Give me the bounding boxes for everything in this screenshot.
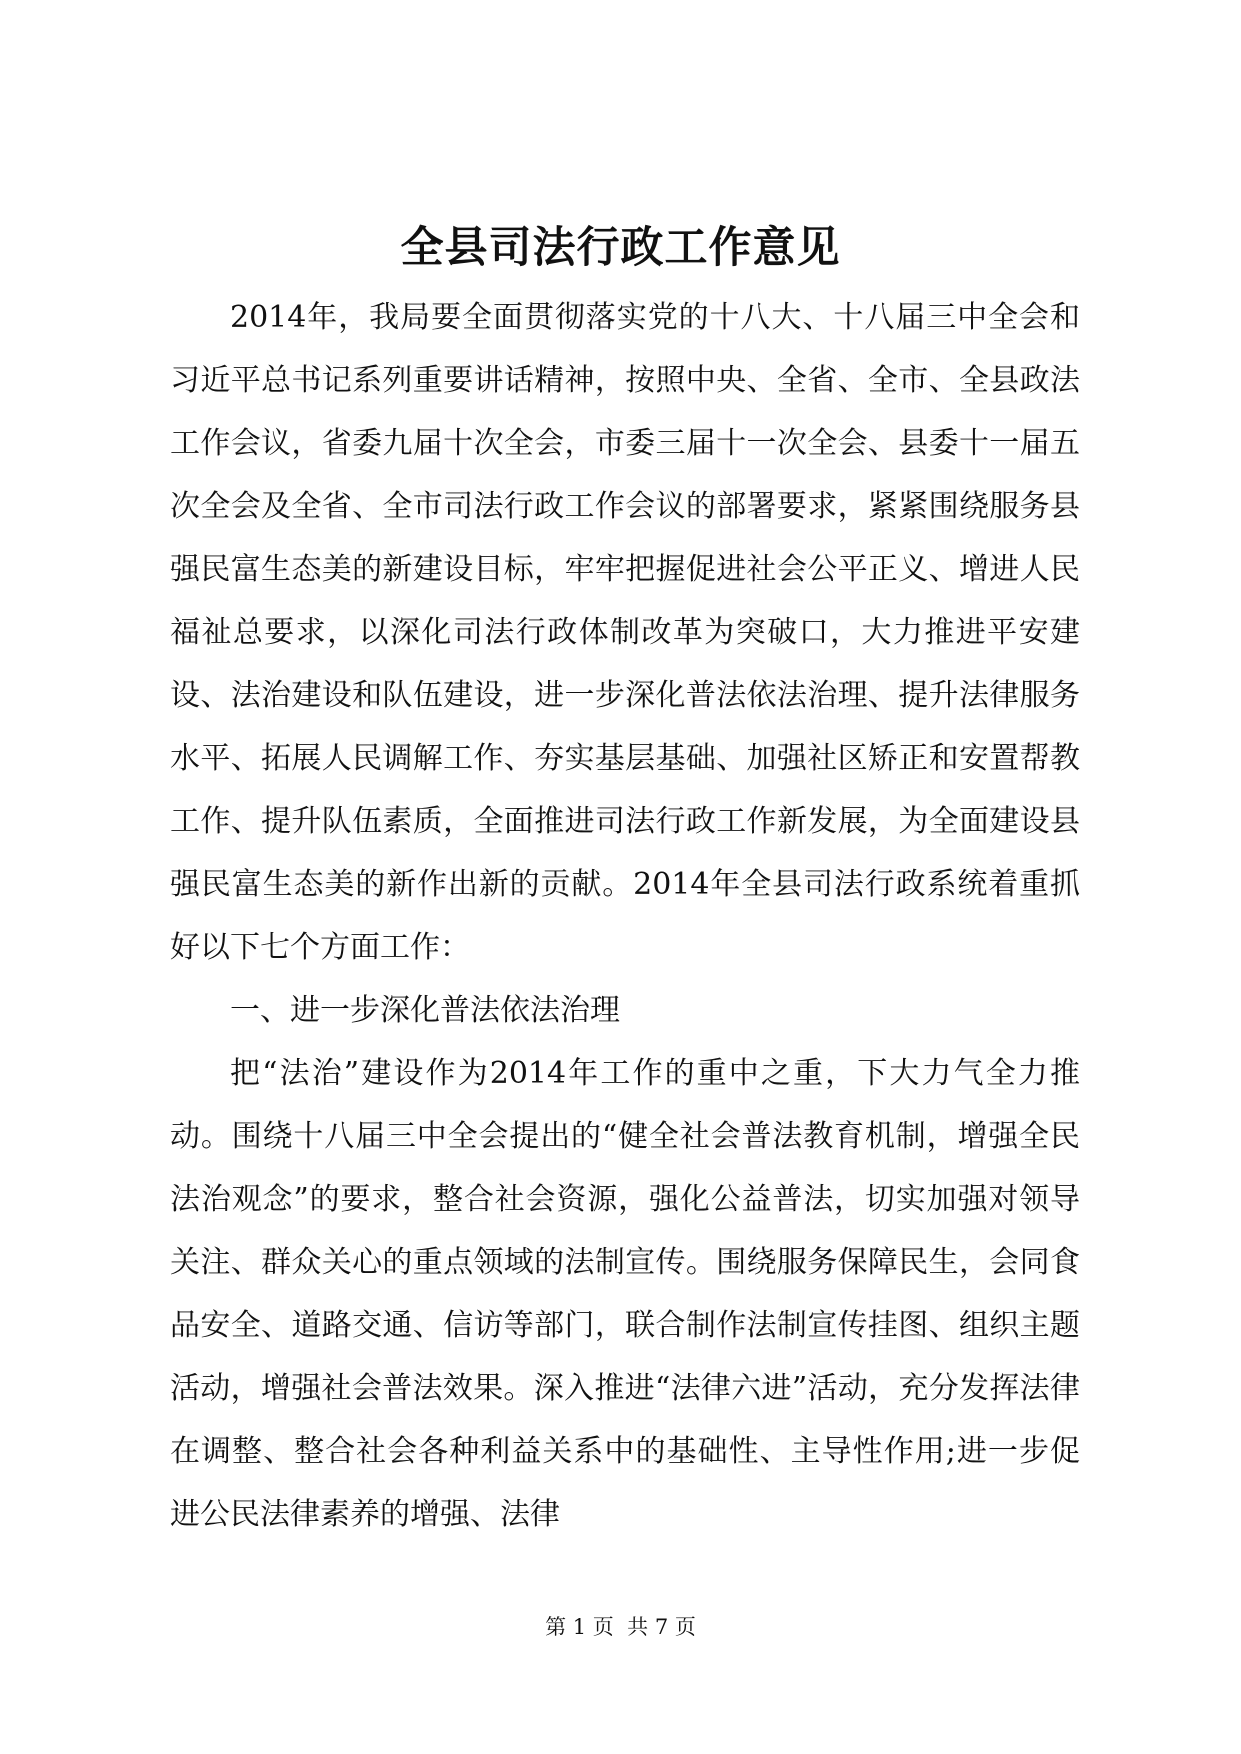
paragraph-section-1: 把“法治”建设作为2014年工作的重中之重，下大力气全力推动。围绕十八届三中全会提出的“健全社会普法教育机制，增强全民法治观念”的要求，整合社会资源，强化公益普法，切实加强对领导关注、群众关心的重点领域的法制宣传。围绕服务保障民生，会同食品安全、道路交通、信访等部门，联合制作法制宣传挂图、组织主题活动，增强社会普法效果。深入推进“法律六进”活动，充分发挥法律在调整、整合社会各种利益关系中的基础性、主导性作用;进一步促进公民法律素养的增强、法律 [170,1056,1080,1532]
document-title: 全县司法行政工作意见 [400,223,841,273]
page-number: 第 1 页 [545,1615,614,1639]
paragraph-intro: 2014年，我局要全面贯彻落实党的十八大、十八届三中全会和习近平总书记系列重要讲话精神，按照中央、全省、全市、全县政法工作会议，省委九届十次全会，市委三届十一次全会、县委十一届五次全会及全省、全市司法行政工作会议的部署要求，紧紧围绕服务县强民富生态美的新建设目标，牢牢把握促进社会公平正义、增进人民福祉总要求，以深化司法行政体制改革为突破口，大力推进平安建设、法治建设和队伍建设，进一步深化普法依法治理、提升法律服务水平、拓展人民调解工作、夯实基层基础、加强社区矫正和安置帮教工作、提升队伍素质，全面推进司法行政工作新发展，为全面建设县强民富生态美的新作出新的贡献。2014年全县司法行政系统着重抓好以下七个方面工作： [170,300,1080,965]
document-body [170,286,1080,1546]
page-footer [0,1612,1241,1642]
section-heading-1: 一、进一步深化普法依法治理 [230,993,620,1028]
page-total: 共 7 页 [627,1615,696,1639]
